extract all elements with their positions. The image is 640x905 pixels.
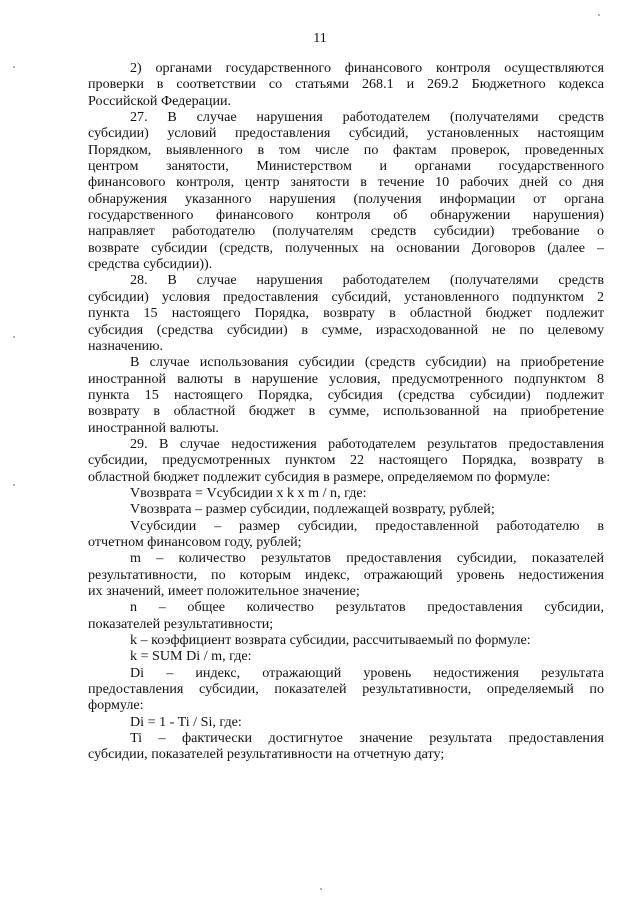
paragraph: [88, 665, 604, 714]
text-line: пункта 15 настоящего Порядка, возврату в областной бюджет подлежит: [88, 305, 604, 322]
text-line: показателей результативности;: [88, 615, 274, 632]
text-line: Российской Федерации.: [88, 92, 232, 109]
text-line: отчетном финансовом году, рублей;: [88, 533, 302, 550]
text-line: формуле:: [88, 697, 144, 714]
text-line: n – общее количество результатов предоставления субсидии,: [130, 599, 604, 616]
paragraph: [88, 485, 604, 501]
text-line: возврату в областной бюджет в сумме, использованной на приобретение: [88, 403, 604, 420]
text-line: Порядком, выявленного в том числе по фактам проверок, проведенных: [88, 141, 604, 158]
paragraph: [88, 354, 604, 436]
page-number: 11: [313, 31, 327, 46]
paragraph: [88, 714, 604, 730]
text-line: Di – индекс, отражающий уровень недостижения результата: [130, 664, 604, 681]
text-line: областной бюджет подлежит субсидия в размере, определяемом по формуле:: [88, 468, 551, 485]
text-line: 29. В случае недостижения работодателем результатов предоставления: [130, 435, 604, 452]
document-body: [88, 60, 604, 763]
paragraph: [88, 730, 604, 763]
text-line: центром занятости, Министерством и органами государственного: [88, 158, 604, 175]
text-line: их значений, имеет положительное значение;: [88, 583, 360, 599]
text-line: субсидии, показателей результативности на отчетную дату;: [88, 746, 445, 763]
text-line: 28. В случае нарушения работодателем (получателями средств: [130, 272, 604, 289]
paragraph: [88, 501, 604, 517]
text-line: результативности, по которым индекс, отражающий уровень недостижения: [88, 566, 604, 583]
text-line: направляет работодателю (получателям средств субсидии) требование о: [88, 223, 604, 240]
text-line: средства субсидии)).: [88, 256, 213, 273]
paragraph: [88, 272, 604, 354]
scan-speck: [598, 14, 600, 16]
text-line: Di = 1 - Ti / Si, где:: [130, 713, 242, 730]
text-line: k = SUM Di / m, где:: [130, 648, 252, 665]
text-line: Vсубсидии – размер субсидии, предоставленной работодателю в: [130, 517, 604, 534]
text-line: m – количество результатов предоставления субсидии, показателей: [130, 550, 604, 567]
text-line: пункта 15 настоящего Порядка, субсидия (средства субсидии) подлежит: [88, 386, 604, 403]
text-line: проверки в соответствии со статьями 268.1 и 269.2 Бюджетного кодекса: [88, 76, 604, 93]
text-line: обнаружения указанного нарушения (получения информации от органа: [88, 190, 604, 207]
paragraph: [88, 518, 604, 551]
text-line: 27. В случае нарушения работодателем (получателями средств: [130, 109, 604, 126]
paragraph: [88, 599, 604, 632]
text-line: Vвозврата = Vсубсидии x k x m / n, где:: [130, 484, 367, 501]
scan-speck: [13, 484, 15, 486]
text-line: назначению.: [88, 337, 164, 354]
text-line: иностранной валюты в нарушение условия, предусмотренного подпунктом 8: [88, 370, 604, 387]
text-line: финансового контроля, центр занятости в течение 10 рабочих дней со дня: [88, 174, 604, 191]
scan-speck: [320, 888, 322, 890]
paragraph: [88, 436, 604, 485]
paragraph: [88, 632, 604, 648]
paragraph: [88, 648, 604, 664]
scan-speck: [13, 336, 15, 338]
text-line: k – коэффициент возврата субсидии, рассчитываемый по формуле:: [130, 632, 531, 649]
text-line: возврате субсидии (средств, полученных на основании Договоров (далее –: [88, 239, 604, 256]
text-line: иностранной валюты.: [88, 419, 219, 436]
paragraph: [88, 60, 604, 109]
paragraph: [88, 550, 604, 599]
text-line: Ti – фактически достигнутое значение результата предоставления: [130, 730, 604, 747]
text-line: субсидия (средства субсидии) в сумме, израсходованной не по целевому: [88, 321, 604, 338]
text-line: В случае использования субсидии (средств субсидии) на приобретение: [130, 354, 604, 371]
scan-speck: [13, 66, 15, 68]
paragraph: [88, 109, 604, 272]
text-line: субсидии) условий предоставления субсидий, установленных настоящим: [88, 125, 604, 142]
text-line: Vвозврата – размер субсидии, подлежащей возврату, рублей;: [130, 501, 495, 518]
text-line: государственного финансового контроля об обнаружении нарушения): [88, 207, 604, 224]
text-line: предоставления субсидии, показателей результативности, определяемый по: [88, 681, 604, 698]
text-line: 2) органами государственного финансового контроля осуществляются: [130, 60, 604, 76]
text-line: субсидии, предусмотренных пунктом 22 настоящего Порядка, возврату в: [88, 452, 604, 469]
text-line: субсидии) условия предоставления субсидий, установленного подпунктом 2: [88, 288, 604, 305]
